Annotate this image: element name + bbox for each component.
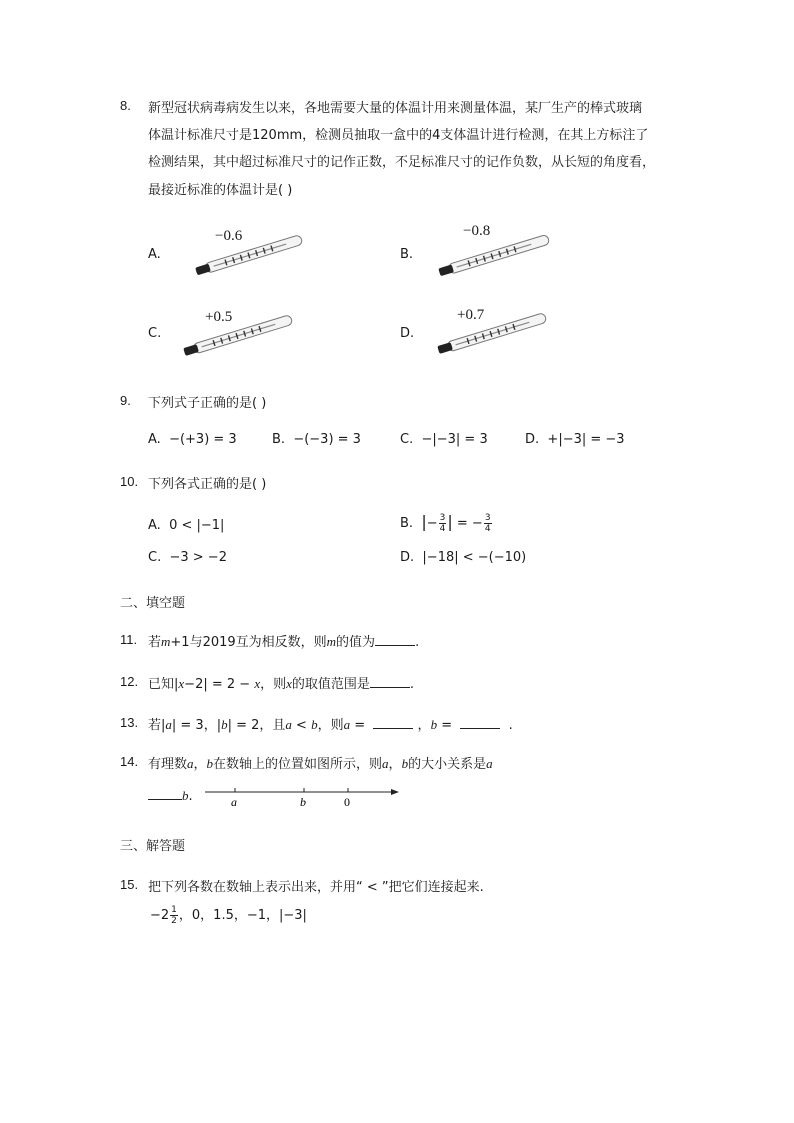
fraction-numerator: 3 xyxy=(439,513,446,523)
q8-option-a-value: −0.6 xyxy=(215,228,243,244)
axis-label-a: a xyxy=(231,795,237,808)
q10-option-c xyxy=(148,550,227,565)
q15-mixed-fraction xyxy=(170,905,178,926)
q14-text xyxy=(148,753,493,772)
q12-x1: x xyxy=(178,676,185,691)
q9-option-a-text: −(+3) = 3 xyxy=(169,432,237,447)
fraction-numerator: 3 xyxy=(484,513,491,523)
q11-expr: m xyxy=(161,634,171,649)
q9-option-c-text: −|−3| = 3 xyxy=(421,432,488,447)
q9-option-d-text: +|−3| = −3 xyxy=(547,432,625,447)
q14-a1: a xyxy=(187,756,194,771)
q12-number: 12. xyxy=(120,674,139,689)
q11-number: 11. xyxy=(120,632,138,647)
q9-option-a-letter: A. xyxy=(148,432,161,447)
q13-t5: ，则 xyxy=(317,718,344,733)
section-heading-fill-in: 二、填空题 xyxy=(120,596,186,611)
q12-mid2: ，则 xyxy=(260,677,287,692)
q8-line-2: 体温计标准尺寸是120mm，检测员抽取一盒中的4支体温计进行检测，在其上方标注了 xyxy=(148,128,649,143)
q9-stem: 下列式子正确的是( ) xyxy=(148,396,267,411)
q14-answer-blank[interactable] xyxy=(148,787,182,800)
q13-t3: | = 2，且 xyxy=(227,718,286,733)
q13-answer-blank-b[interactable] xyxy=(460,716,500,729)
q9-option-b-text: −(−3) = 3 xyxy=(293,432,361,447)
q13-t8: = xyxy=(437,718,457,733)
q13-b3: b xyxy=(430,717,438,732)
fraction-denominator: 2 xyxy=(171,916,177,926)
q14-sep2: ， xyxy=(388,757,402,772)
q9-option-d xyxy=(525,432,625,447)
q11-pre: 若 xyxy=(148,635,162,650)
q14-a3: a xyxy=(486,756,493,771)
q10-option-c-text: −3 > −2 xyxy=(169,550,227,565)
q14-b2: b xyxy=(401,756,409,771)
q8-line-4: 最接近标准的体温计是( ) xyxy=(148,183,293,198)
q9-option-d-letter: D. xyxy=(525,432,540,447)
q12-mid: −2| = 2 − xyxy=(184,677,255,692)
q8-option-d-value: +0.7 xyxy=(457,307,485,323)
q14-post: 的大小关系是 xyxy=(408,757,487,772)
q8-option-b-letter: B. xyxy=(400,247,414,262)
q14-line-2 xyxy=(148,787,193,804)
q14-end: . xyxy=(188,789,193,804)
q11-var: m xyxy=(326,634,337,649)
q10-option-d xyxy=(400,550,526,565)
q12-post: 的取值范围是 xyxy=(291,677,370,692)
q13-t7: ， xyxy=(417,718,431,733)
q9-option-b-letter: B. xyxy=(272,432,286,447)
q10-option-d-text: |−18| < −(−10) xyxy=(422,550,527,565)
q12-x3: x xyxy=(286,676,292,691)
q15-mixed-whole: −2 xyxy=(150,908,170,923)
q12-answer-blank[interactable] xyxy=(370,675,410,688)
q12-x2: x xyxy=(254,676,261,691)
q8-number: 8. xyxy=(120,98,131,113)
q13-t6: = xyxy=(350,718,370,733)
q13-a3: a xyxy=(343,717,351,732)
q14-pre: 有理数 xyxy=(148,757,188,772)
q8-option-c-value: +0.5 xyxy=(205,309,233,325)
q13-answer-blank-a[interactable] xyxy=(373,716,413,729)
q11-text xyxy=(148,631,419,650)
q13-t1: 若| xyxy=(148,718,166,733)
q15-stem: 把下列各数在数轴上表示出来，并用“ < ”把它们连接起来. xyxy=(148,880,484,895)
q13-b2: b xyxy=(311,717,318,732)
q13-t2: | = 3，| xyxy=(171,718,222,733)
q8-option-b-value: −0.8 xyxy=(463,223,491,239)
fraction-numerator: 1 xyxy=(171,905,177,915)
q10-stem: 下列各式正确的是( ) xyxy=(148,477,267,492)
q8-line-3: 检测结果，其中超过标准尺寸的记作正数，不足标准尺寸的记作负数，从长短的角度看， xyxy=(148,155,656,170)
q13-end: . xyxy=(508,718,513,733)
q9-number: 9. xyxy=(120,393,131,408)
q10-option-b-rhs-sign: = − xyxy=(456,516,483,531)
axis-label-b: b xyxy=(300,795,306,808)
q15-rest: ，0，1.5，−1，|−3| xyxy=(178,908,307,923)
q14-sep1: ， xyxy=(193,757,207,772)
q11-post: 的值为 xyxy=(336,635,376,650)
q10-option-a-text: 0 < |−1| xyxy=(169,518,225,533)
q10-option-a xyxy=(148,518,224,533)
q10-option-c-letter: C. xyxy=(148,550,162,565)
q13-a1: a xyxy=(165,717,172,732)
q10-option-b-lhs-sign: − xyxy=(426,516,438,531)
q9-option-b xyxy=(272,432,361,447)
thermometer-b-image xyxy=(433,232,553,280)
q8-option-c-letter: C. xyxy=(148,326,162,341)
q9-option-c xyxy=(400,432,488,447)
q11-answer-blank[interactable] xyxy=(375,633,415,646)
q8-option-a-letter: A. xyxy=(148,247,161,262)
thermometer-a-image xyxy=(190,232,305,280)
q11-end: . xyxy=(415,635,420,650)
q10-option-a-letter: A. xyxy=(148,518,161,533)
q10-option-d-letter: D. xyxy=(400,550,415,565)
fraction-denominator: 4 xyxy=(484,524,491,534)
q11-mid: +1与2019互为相反数，则 xyxy=(170,635,327,650)
q15-number: 15. xyxy=(120,877,139,892)
q12-end: . xyxy=(409,677,415,692)
q13-a2: a xyxy=(285,717,292,732)
q14-b1: b xyxy=(206,756,214,771)
q14-number: 14. xyxy=(120,754,139,769)
q8-option-d-letter: D. xyxy=(400,326,415,341)
q13-t4: < xyxy=(291,718,312,733)
q10-option-b-lhs-fraction xyxy=(439,513,447,534)
q10-option-b: B. |− $\frac{3}{4}$ | = − $\frac{3}{4}$ xyxy=(400,512,491,534)
fraction-denominator: 4 xyxy=(439,524,446,534)
thermometer-d-image xyxy=(432,310,550,358)
q14-number-line xyxy=(205,782,400,808)
q9-option-c-letter: C. xyxy=(400,432,414,447)
q8-line-1: 新型冠状病毒病发生以来，各地需要大量的体温计用来测量体温，某厂生产的棒式玻璃 xyxy=(148,101,643,116)
q12-pre: 已知| xyxy=(148,677,179,692)
q13-number: 13. xyxy=(120,715,139,730)
q10-option-b-letter: B. xyxy=(400,516,414,531)
section-heading-answer: 三、解答题 xyxy=(120,839,186,854)
q14-b3: b xyxy=(182,788,189,803)
q10-number: 10. xyxy=(120,474,139,489)
q10-option-b-rhs-fraction xyxy=(484,513,492,534)
q9-option-a xyxy=(148,432,237,447)
q13-text xyxy=(148,714,513,733)
q14-a2: a xyxy=(382,756,389,771)
thermometer-c-image xyxy=(178,312,296,360)
q15-numbers xyxy=(150,904,307,926)
q12-text xyxy=(148,673,414,692)
q14-mid: 在数轴上的位置如图所示，则 xyxy=(213,757,383,772)
q13-b1: b xyxy=(221,717,228,732)
axis-label-zero: 0 xyxy=(344,795,350,808)
